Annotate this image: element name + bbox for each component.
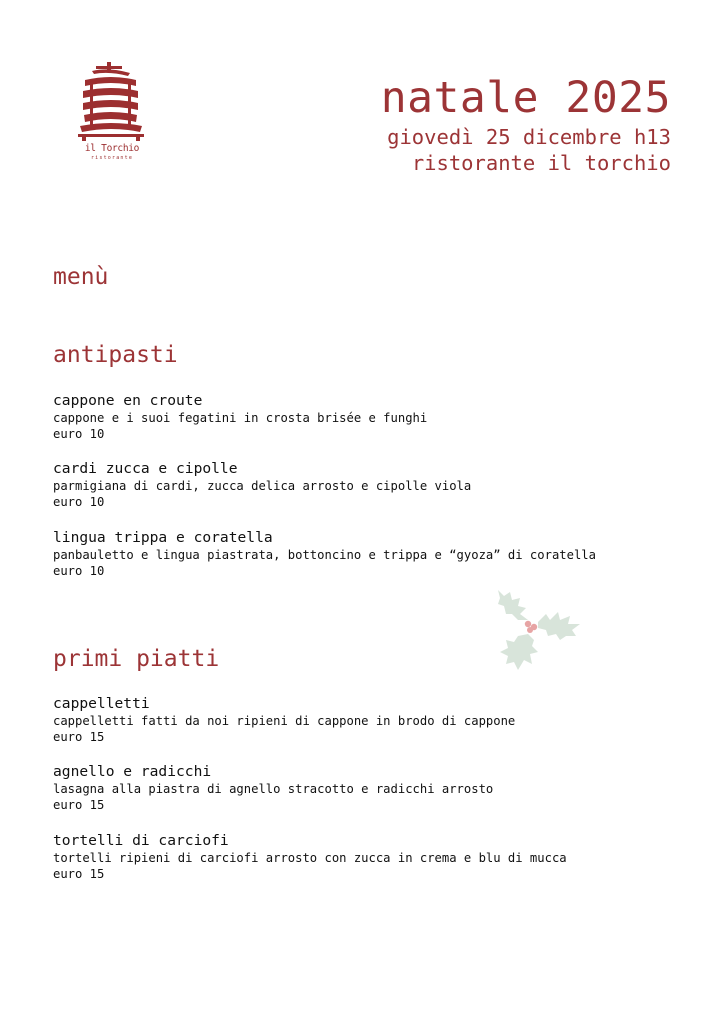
- dish-price: euro 15: [53, 798, 105, 812]
- dish-name: cappone en croute: [53, 392, 203, 409]
- dish-name: tortelli di carciofi: [53, 832, 229, 849]
- dish-item: [53, 695, 693, 745]
- dish-price: euro 15: [53, 730, 105, 744]
- dish-item: [53, 392, 693, 442]
- section-title-primi-piatti: primi piatti: [53, 646, 220, 672]
- dish-description: tortelli ripieni di carciofi arrosto con zucca in crema e blu di mucca: [53, 851, 567, 865]
- dish-price: euro 10: [53, 495, 105, 509]
- header: [381, 72, 671, 176]
- holly-icon: [488, 584, 596, 676]
- dish-price: euro 10: [53, 564, 105, 578]
- dish-name: cardi zucca e cipolle: [53, 460, 238, 477]
- menu-label: menù: [53, 264, 109, 290]
- logo-subtitle: ristorante: [90, 155, 134, 161]
- logo-name: il Torchio: [84, 143, 140, 154]
- dish-item: [53, 460, 693, 510]
- dish-price: euro 10: [53, 427, 105, 441]
- dish-description: parmigiana di cardi, zucca delica arrosto e cipolle viola: [53, 479, 472, 493]
- page-title: natale 2025: [380, 73, 671, 123]
- dish-item: [53, 832, 693, 882]
- dish-description: cappone e i suoi fegatini in crosta brisée e funghi: [53, 411, 428, 425]
- brand-logo: [72, 62, 152, 166]
- dish-name: lingua trippa e coratella: [53, 529, 273, 546]
- dish-description: panbauletto e lingua piastrata, bottoncino e trippa e “gyoza” di coratella: [53, 548, 596, 562]
- dish-name: cappelletti: [53, 695, 150, 712]
- date-line: giovedì 25 dicembre h13: [387, 125, 671, 149]
- dish-description: lasagna alla piastra di agnello stracotto e radicchi arrosto: [53, 782, 494, 796]
- dish-item: [53, 529, 693, 579]
- press-barrel-logo-icon: [72, 62, 152, 142]
- dish-price: euro 15: [53, 867, 105, 881]
- dish-description: cappelletti fatti da noi ripieni di cappone in brodo di cappone: [53, 714, 516, 728]
- section-title-antipasti: antipasti: [53, 342, 178, 368]
- dish-item: [53, 763, 693, 813]
- venue-line: ristorante il torchio: [411, 151, 671, 175]
- dish-name: agnello e radicchi: [53, 763, 212, 780]
